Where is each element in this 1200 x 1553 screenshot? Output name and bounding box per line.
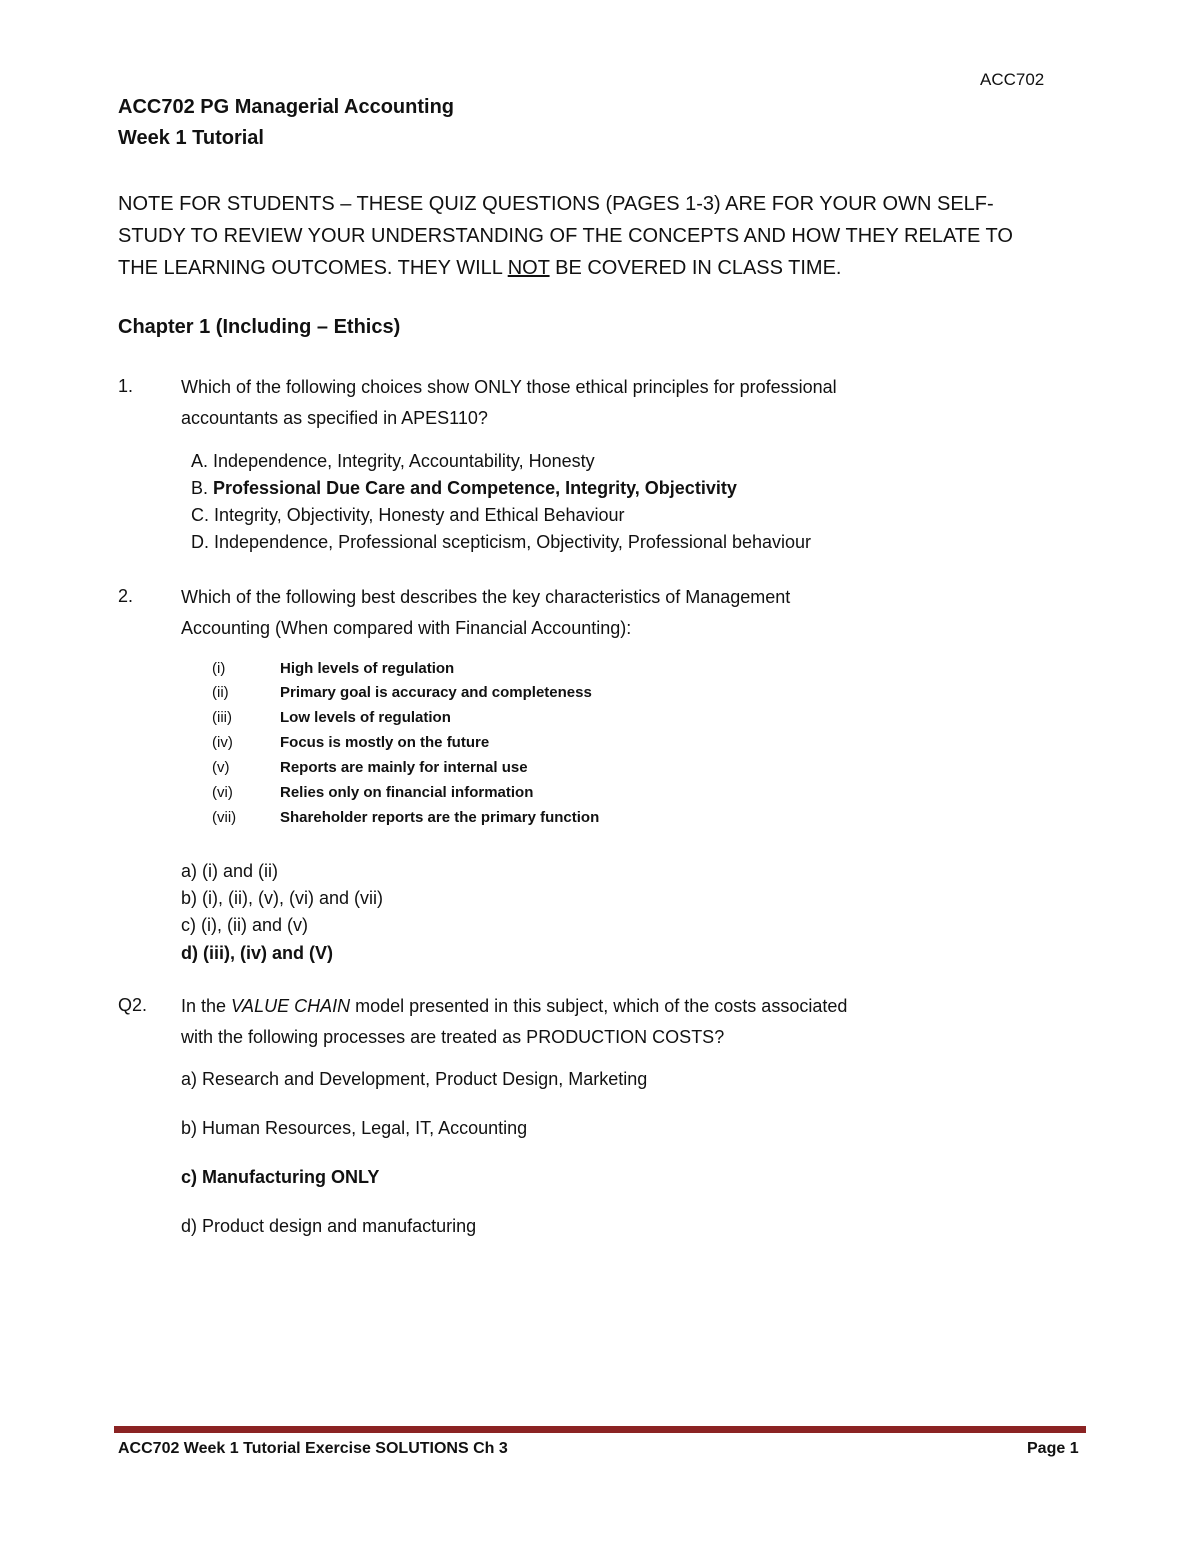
question-2-number: 2. bbox=[118, 586, 134, 606]
note-line-3-pre: THE LEARNING OUTCOMES. THEY WILL bbox=[118, 257, 508, 279]
statement-number: (iv) bbox=[212, 734, 233, 751]
question-2-answer-a: a) (i) and (ii) bbox=[181, 861, 279, 881]
header-course-code: ACC702 bbox=[980, 70, 1045, 89]
question-3-line-1-pre: In the bbox=[181, 996, 232, 1016]
question-1-option-d bbox=[191, 532, 811, 553]
statement-number: (iii) bbox=[212, 709, 232, 726]
option-text-correct: Professional Due Care and Competence, Integrity, Objectivity bbox=[213, 478, 737, 498]
statement-text: Shareholder reports are the primary function bbox=[280, 809, 600, 826]
question-2-text bbox=[181, 582, 790, 644]
question-2-line-2: Accounting (When compared with Financial Accounting): bbox=[181, 618, 632, 638]
statement-text: Low levels of regulation bbox=[280, 709, 451, 726]
option-text: Integrity, Objectivity, Honesty and Ethical Behaviour bbox=[214, 505, 625, 525]
question-1-line-2: accountants as specified in APES110? bbox=[181, 408, 488, 428]
question-3-line-1-post: model presented in this subject, which of the costs associated bbox=[350, 996, 848, 1016]
document-title: ACC702 PG Managerial Accounting bbox=[118, 96, 454, 118]
statement-text: Focus is mostly on the future bbox=[280, 734, 490, 751]
option-text: Independence, Professional scepticism, Objectivity, Professional behaviour bbox=[214, 532, 811, 552]
question-3-line-2: with the following processes are treated as PRODUCTION COSTS? bbox=[181, 1027, 725, 1047]
statement-number: (vi) bbox=[212, 784, 233, 801]
question-3-answer-a: a) Research and Development, Product Design, Marketing bbox=[181, 1069, 648, 1089]
note-line-3-post: BE COVERED IN CLASS TIME. bbox=[549, 257, 842, 279]
statement-number: (ii) bbox=[212, 684, 229, 701]
question-3-number: Q2. bbox=[118, 995, 148, 1015]
question-1-text bbox=[181, 372, 837, 434]
option-letter: B. bbox=[191, 478, 209, 498]
question-1-option-c bbox=[191, 505, 625, 526]
statement-number: (v) bbox=[212, 759, 230, 776]
statement-number: (vii) bbox=[212, 809, 237, 826]
document-subtitle: Week 1 Tutorial bbox=[118, 127, 264, 149]
note-line-1: NOTE FOR STUDENTS – THESE QUIZ QUESTIONS (PAGES 1-3) ARE FOR YOUR OWN SELF- bbox=[118, 193, 994, 215]
option-letter: A. bbox=[191, 451, 209, 471]
question-2-answer-c: c) (i), (ii) and (v) bbox=[181, 915, 308, 935]
chapter-heading: Chapter 1 (Including – Ethics) bbox=[118, 316, 401, 338]
note-line-3 bbox=[118, 252, 842, 284]
footer-document-label: ACC702 Week 1 Tutorial Exercise SOLUTIONS Ch 3 bbox=[118, 1440, 508, 1457]
statement-text: Primary goal is accuracy and completeness bbox=[280, 684, 592, 701]
statement-text: High levels of regulation bbox=[280, 660, 455, 677]
option-letter: D. bbox=[191, 532, 209, 552]
question-1-number: 1. bbox=[118, 376, 134, 396]
question-2-line-1: Which of the following best describes the key characteristics of Management bbox=[181, 587, 791, 607]
question-3-line-1 bbox=[181, 991, 847, 1022]
footer-rule bbox=[114, 1426, 1086, 1433]
question-2-answer-d-correct: d) (iii), (iv) and (V) bbox=[181, 943, 333, 963]
question-1-line-1: Which of the following choices show ONLY those ethical principles for professional bbox=[181, 377, 837, 397]
question-3-answer-c-correct: c) Manufacturing ONLY bbox=[181, 1167, 380, 1187]
statement-text: Relies only on financial information bbox=[280, 784, 534, 801]
question-2-answer-b: b) (i), (ii), (v), (vi) and (vii) bbox=[181, 888, 383, 908]
question-1-option-b bbox=[191, 478, 737, 499]
footer-page-number: Page 1 bbox=[1027, 1440, 1079, 1457]
question-3-text bbox=[181, 991, 847, 1053]
note-line-2: STUDY TO REVIEW YOUR UNDERSTANDING OF THE CONCEPTS AND HOW THEY RELATE TO bbox=[118, 225, 1013, 247]
statement-text: Reports are mainly for internal use bbox=[280, 759, 528, 776]
option-text: Independence, Integrity, Accountability, Honesty bbox=[213, 451, 595, 471]
note-emphasis-not: NOT bbox=[507, 257, 550, 279]
question-1-option-a bbox=[191, 451, 595, 472]
statement-number: (i) bbox=[212, 660, 226, 677]
option-letter: C. bbox=[191, 505, 209, 525]
question-3-emphasis: VALUE CHAIN bbox=[231, 996, 351, 1016]
question-3-answer-d: d) Product design and manufacturing bbox=[181, 1216, 477, 1236]
question-3-answer-b: b) Human Resources, Legal, IT, Accounting bbox=[181, 1118, 528, 1138]
